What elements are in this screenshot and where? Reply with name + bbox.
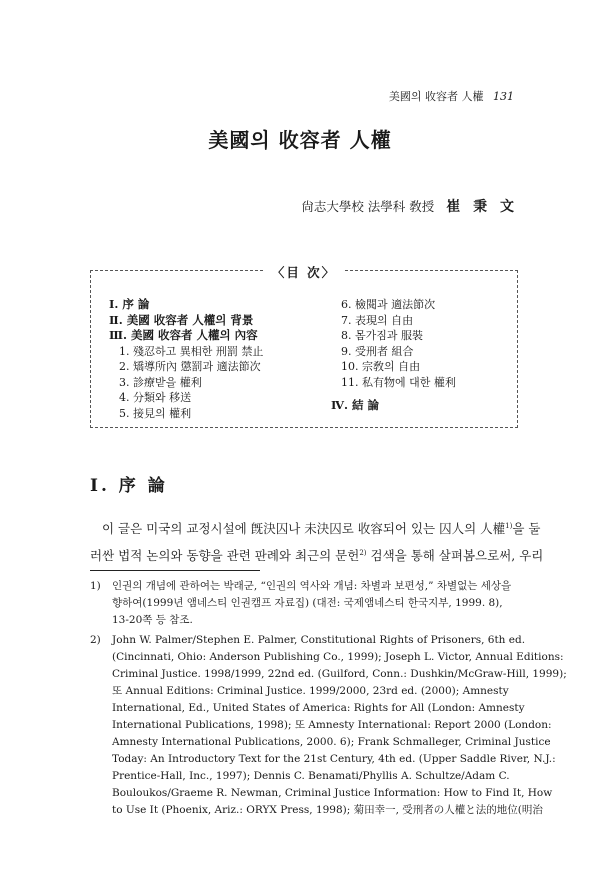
toc-item: Ⅲ. 美國 收容者 人權의 內容 xyxy=(109,328,258,342)
toc-item: 10. 宗敎의 自由 xyxy=(341,360,421,373)
footnote-divider xyxy=(90,570,260,571)
author-affiliation: 尙志大學校 法學科 敎授 xyxy=(301,199,435,214)
footnote-line: 13-20쪽 등 참조. xyxy=(112,614,193,626)
footnote xyxy=(90,632,567,819)
footnote xyxy=(90,578,520,629)
toc-item: Ⅳ. 結 論 xyxy=(331,398,380,412)
footnote-line: 인권의 개념에 관하여는 박래군, “인권의 역사와 개념: 차별과 보편성,” 차별없는 세상을 xyxy=(112,580,512,592)
footnote-line: Prentice-Hall, Inc., 1997); Dennis C. Benamati/Phyllis A. Schultze/Adam C. xyxy=(112,770,510,782)
table-of-contents xyxy=(90,265,518,428)
toc-left-column xyxy=(109,297,263,421)
toc-item: 5. 接見의 權利 xyxy=(119,406,192,420)
toc-item: 9. 受刑者 組合 xyxy=(341,344,414,358)
toc-item: Ⅱ. 美國 收容者 人權의 背景 xyxy=(109,312,254,327)
footnote-line: Amnesty International Publications, 2000. 6); Frank Schmalleger, Criminal Justice xyxy=(112,736,551,748)
toc-right-column xyxy=(331,297,456,414)
footnote-ref: 2) xyxy=(359,549,367,558)
toc-item: 11. 私有物에 대한 權利 xyxy=(341,375,456,389)
body-line: 이 글은 미국의 교정시설에 旣決囚나 未決囚로 收容되어 있는 囚人의 人權$^{1)}$을 둘 xyxy=(102,521,541,537)
toc-item: Ⅰ. 序 論 xyxy=(109,297,150,311)
footnote-line: Today: An Introductory Text for the 21st Century, 4th ed. (Upper Saddle River, N.J.: xyxy=(112,753,556,765)
running-header xyxy=(389,88,514,104)
footnote-line: Criminal Justice. 1998/1999, 22nd ed. (Guilford, Conn.: Dushkin/McGraw-Hill, 1999); xyxy=(112,668,567,680)
footnote-line: John W. Palmer/Stephen E. Palmer, Constitutional Rights of Prisoners, 6th ed. xyxy=(112,634,526,646)
footnote-ref: 1) xyxy=(505,522,513,530)
footnotes xyxy=(90,578,567,822)
toc-item: 6. 檢閱과 適法節次 xyxy=(341,298,436,311)
toc-item: 2. 矯導所內 懲罰과 適法節次 xyxy=(119,360,261,373)
footnote-line: to Use It (Phoenix, Ariz.: ORYX Press, 1998); 菊田幸一, 受刑者の人權と法的地位(明治 xyxy=(112,804,543,816)
footnote-number: 1) xyxy=(90,580,101,592)
footnote-number: 2) xyxy=(90,634,101,646)
footnote-line: International Publications, 1998); 또 Amnesty International: Report 2000 (London: xyxy=(112,719,552,731)
footnote-line: (Cincinnati, Ohio: Anderson Publishing Co., 1999); Joseph L. Victor, Annual Editions: xyxy=(112,651,564,663)
toc-item: 7. 表現의 自由 xyxy=(341,313,414,327)
section-heading: Ⅰ. 序 論 xyxy=(90,476,168,496)
toc-item: 1. 殘忍하고 異相한 刑罰 禁止 xyxy=(119,344,264,358)
running-title: 美國의 收容者 人權 xyxy=(388,90,484,103)
footnote-line: Bouloukos/Graeme R. Newman, Criminal Justice Information: How to Find It, How xyxy=(112,787,553,799)
toc-title: 〈目 次〉 xyxy=(264,265,344,280)
footnote-line: 향하여(1999년 앰네스티 인권캠프 자료집) (대전: 국제앰네스티 한국지부, 1999. 8), xyxy=(112,597,503,609)
article-title: 美國의 收容者 人權 xyxy=(208,128,392,152)
footnote-line: International, Ed., United States of America: Rights for All (London: Amnesty xyxy=(112,702,525,714)
author-line xyxy=(301,196,518,216)
body-paragraph xyxy=(90,514,544,568)
page-number: 131 xyxy=(493,90,514,103)
toc-item: 4. 分類와 移送 xyxy=(119,391,192,404)
toc-item: 3. 診療받을 權利 xyxy=(119,375,202,389)
footnote-line: 또 Annual Editions: Criminal Justice. 1999/2000, 23rd ed. (2000); Amnesty xyxy=(112,685,509,697)
body-line: 러싼 법적 논의와 동향을 관련 판례와 최근의 문헌$^{2)}$ 검색을 통해 살펴봄으로써, 우리 xyxy=(90,548,544,564)
toc-item xyxy=(331,390,456,398)
toc-item: 8. 몸가짐과 服裝 xyxy=(341,329,423,342)
author-name: 崔 秉 文 xyxy=(446,199,518,215)
